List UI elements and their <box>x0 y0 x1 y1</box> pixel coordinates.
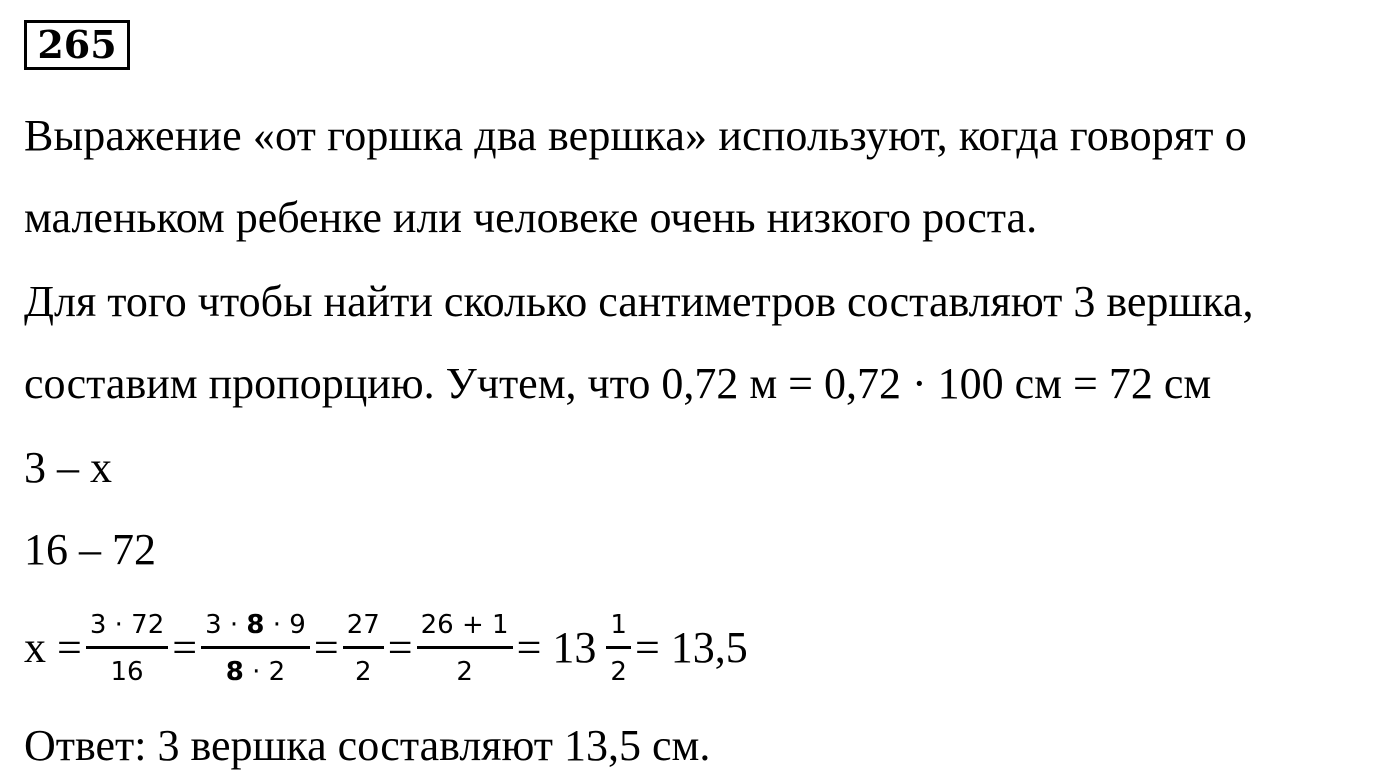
fraction-2-cancelled-factor: 8 <box>246 609 265 640</box>
fraction-2-den-cancelled-factor: 8 <box>225 656 244 687</box>
fraction-1-denominator: 16 <box>110 656 144 687</box>
text-line-4: составим пропорцию. Учтем, что 0,72 м = 0,72 · 100 см = 72 см <box>24 359 1212 408</box>
formula-result: = 13,5 <box>634 623 748 672</box>
proportion-row-1: 3 – x <box>24 443 112 492</box>
text-line-1: Выражение «от горшка два вершка» используют, когда говорят о <box>24 111 1247 160</box>
fraction-4-numerator: 26 + 1 <box>420 609 509 640</box>
fraction-2 <box>201 609 310 687</box>
fraction-4 <box>417 609 513 687</box>
fraction-2-denominator <box>222 649 289 685</box>
text-line-3: Для того чтобы найти сколько сантиметров составляют 3 вершка, <box>24 277 1254 326</box>
fraction-3-numerator: 27 <box>346 609 380 640</box>
fraction-3 <box>343 609 384 687</box>
fraction-1-numerator: 3 · 72 <box>89 609 165 640</box>
fraction-2-num-part-c: · 9 <box>264 609 306 640</box>
answer-line: Ответ: 3 вершка составляют 13,5 см. <box>24 721 711 770</box>
proportion-row-2: 16 – 72 <box>24 525 156 574</box>
formula-lhs: x = <box>24 623 82 672</box>
equals-sign: = <box>172 623 198 672</box>
fraction-5-numerator: 1 <box>610 609 627 640</box>
equals-sign: = <box>387 623 413 672</box>
task-number-box: 265 <box>24 20 130 70</box>
mixed-number-whole: = 13 <box>516 623 597 672</box>
fraction-3-denominator: 2 <box>354 656 372 687</box>
equals-sign: = <box>313 623 339 672</box>
fraction-5 <box>606 609 631 687</box>
fraction-2-num-part-a: 3 · <box>205 609 247 640</box>
fraction-4-denominator: 2 <box>456 656 473 687</box>
fraction-5-denominator: 2 <box>610 656 627 687</box>
fraction-2-numerator <box>201 609 310 646</box>
text-line-2: маленьком ребенке или человеке очень низкого роста. <box>24 193 1038 242</box>
fraction-1 <box>86 609 168 687</box>
fraction-2-den-part-b: · 2 <box>243 656 286 687</box>
calculation-formula <box>24 598 748 698</box>
